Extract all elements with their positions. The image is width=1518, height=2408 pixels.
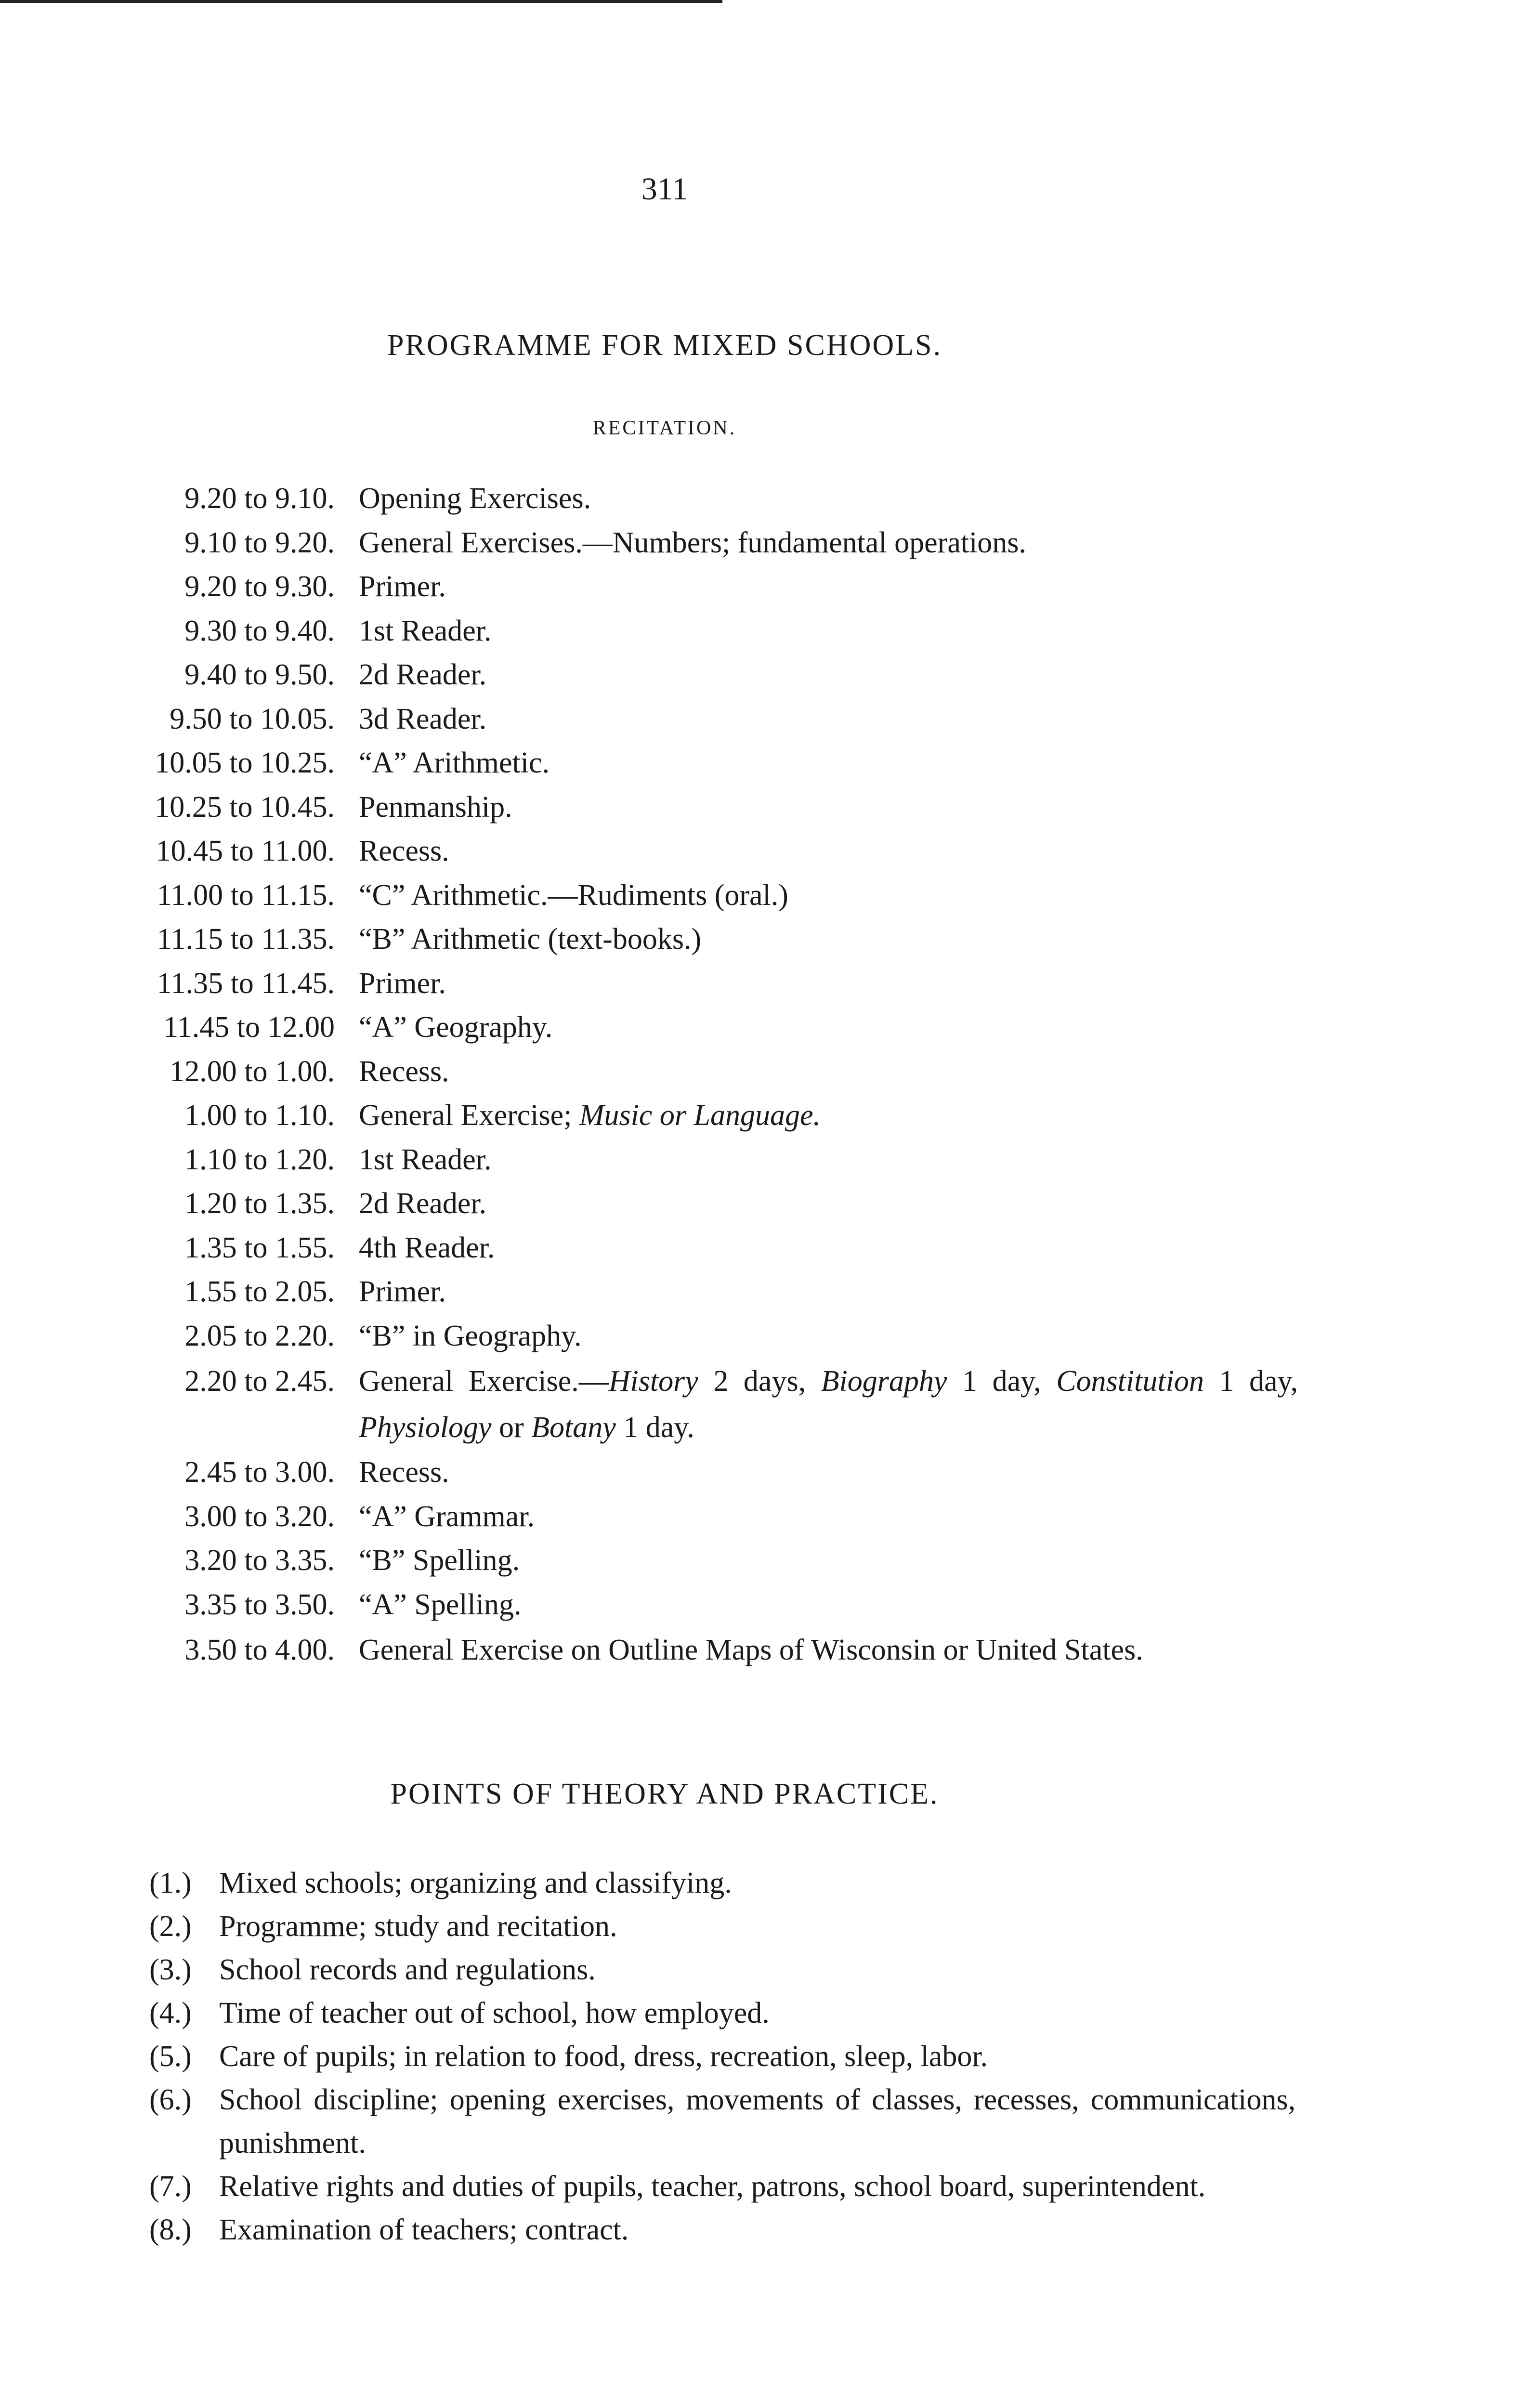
activity-italic: Physiology	[359, 1411, 492, 1444]
schedule-row	[96, 653, 1300, 697]
activity-italic: Constitution	[1056, 1365, 1204, 1398]
schedule-time: 9.30 to 9.40.	[184, 614, 335, 647]
schedule-time: 11.45 to 12.00	[163, 1011, 335, 1044]
schedule-time: 1.55 to 2.05.	[184, 1275, 335, 1308]
schedule-activity: “B” in Geography.	[359, 1319, 582, 1352]
schedule-activity: Penmanship.	[359, 790, 512, 824]
schedule-row	[96, 609, 1300, 654]
item-number: (1.)	[149, 1867, 192, 1899]
item-text: Care of pupils; in relation to food, dress, recreation, sleep, labor.	[219, 2040, 988, 2073]
schedule-row	[96, 1358, 1300, 1451]
schedule-time: 10.45 to 11.00.	[156, 835, 335, 867]
item-text: School discipline; opening exercises, movements of classes, recesses, communications, punishment.	[219, 2083, 1296, 2159]
item-text: Examination of teachers; contract.	[219, 2213, 629, 2246]
schedule-row	[96, 477, 1300, 521]
schedule-activity: 3d Reader.	[359, 702, 487, 735]
item-text: Mixed schools; organizing and classifying.	[219, 1867, 732, 1899]
activity-italic: Botany	[531, 1411, 616, 1444]
page-title: PROGRAMME FOR MIXED SCHOOLS.	[387, 329, 942, 362]
item-number: (5.)	[149, 2040, 192, 2073]
schedule-time: 3.20 to 3.35.	[184, 1544, 335, 1577]
schedule-row	[96, 565, 1300, 609]
item-number: (4.)	[149, 1997, 192, 2029]
schedule-activity: 2d Reader.	[359, 658, 487, 691]
activity-italic: Biography	[821, 1365, 947, 1398]
activity-italic: History	[608, 1365, 698, 1398]
schedule-time: 1.10 to 1.20.	[184, 1143, 335, 1176]
item-text: Relative rights and duties of pupils, teacher, patrons, school board, superintendent.	[219, 2170, 1206, 2203]
schedule-time: 9.50 to 10.05.	[170, 702, 335, 735]
recitation-schedule	[96, 477, 1300, 1673]
schedule-time: 9.20 to 9.10.	[184, 482, 335, 515]
schedule-activity: “B” Arithmetic (text-books.)	[359, 923, 702, 955]
schedule-row	[96, 1627, 1300, 1673]
list-item	[149, 2165, 1296, 2208]
list-item	[149, 1861, 1296, 1905]
schedule-time: 3.00 to 3.20.	[184, 1500, 335, 1533]
schedule-row	[96, 1094, 1300, 1138]
schedule-activity: “B” Spelling.	[359, 1544, 520, 1577]
schedule-activity: General Exercise on Outline Maps of Wisconsin or United States.	[359, 1634, 1143, 1666]
schedule-time: 1.35 to 1.55.	[184, 1231, 335, 1264]
schedule-activity: 1st Reader.	[359, 614, 492, 647]
schedule-time: 2.20 to 2.45.	[184, 1365, 335, 1398]
schedule-activity	[359, 1358, 1298, 1451]
schedule-row	[96, 521, 1300, 565]
schedule-time: 1.00 to 1.10.	[184, 1099, 335, 1132]
schedule-row	[96, 1539, 1300, 1583]
item-number: (2.)	[149, 1910, 192, 1943]
schedule-row	[96, 1270, 1300, 1314]
schedule-row	[96, 1138, 1300, 1182]
section-subtitle: RECITATION.	[592, 417, 737, 439]
section-title: POINTS OF THEORY AND PRACTICE.	[390, 1778, 939, 1810]
schedule-activity: Recess.	[359, 835, 449, 867]
list-item	[149, 1991, 1296, 2035]
list-item	[149, 2208, 1296, 2251]
list-item	[149, 2035, 1296, 2078]
schedule-row	[96, 697, 1300, 742]
schedule-row	[96, 917, 1300, 962]
schedule-activity: “C” Arithmetic.—Rudiments (oral.)	[359, 878, 788, 912]
page-number: 311	[641, 171, 688, 207]
schedule-time: 3.35 to 3.50.	[184, 1588, 335, 1621]
schedule-time: 11.00 to 11.15.	[157, 878, 335, 912]
schedule-activity: Primer.	[359, 967, 446, 1000]
points-list	[149, 1861, 1296, 2251]
activity-part: 1 day,	[947, 1365, 1057, 1398]
schedule-activity: General Exercises.—Numbers; fundamental operations.	[359, 526, 1026, 559]
schedule-time: 9.40 to 9.50.	[184, 658, 335, 691]
item-text: Programme; study and recitation.	[219, 1910, 617, 1943]
schedule-time: 9.10 to 9.20.	[184, 526, 335, 559]
activity-part: 1 day.	[615, 1411, 694, 1444]
schedule-row	[96, 1226, 1300, 1270]
item-text: School records and regulations.	[219, 1953, 596, 1986]
top-rule	[0, 0, 722, 3]
schedule-row	[96, 1050, 1300, 1094]
schedule-activity: “A” Spelling.	[359, 1588, 522, 1621]
schedule-row	[96, 1314, 1300, 1359]
activity-part: General Exercise.—	[359, 1365, 609, 1398]
schedule-activity: Primer.	[359, 1275, 446, 1308]
activity-italic: Music or Language.	[579, 1099, 821, 1132]
schedule-time: 2.45 to 3.00.	[184, 1456, 335, 1489]
list-item	[149, 1905, 1296, 1948]
schedule-row	[96, 874, 1300, 918]
schedule-time: 10.25 to 10.45.	[155, 790, 335, 824]
schedule-activity: 4th Reader.	[359, 1231, 495, 1264]
schedule-activity: Opening Exercises.	[359, 482, 591, 515]
schedule-activity: “A” Arithmetic.	[359, 746, 550, 779]
item-number: (3.)	[149, 1953, 192, 1986]
schedule-time: 12.00 to 1.00.	[170, 1055, 335, 1088]
list-item	[149, 1948, 1296, 1991]
schedule-time: 11.15 to 11.35.	[157, 923, 335, 955]
schedule-time: 2.05 to 2.20.	[184, 1319, 335, 1352]
schedule-row	[96, 1451, 1300, 1495]
schedule-activity: 2d Reader.	[359, 1187, 487, 1220]
activity-part: General Exercise;	[359, 1099, 579, 1132]
schedule-row	[96, 962, 1300, 1006]
schedule-time: 9.20 to 9.30.	[184, 570, 335, 603]
schedule-activity: “A” Geography.	[359, 1011, 553, 1044]
schedule-row	[96, 1583, 1300, 1627]
item-number: (7.)	[149, 2170, 192, 2203]
schedule-time: 11.35 to 11.45.	[157, 967, 335, 1000]
schedule-activity: Primer.	[359, 570, 446, 603]
schedule-activity	[359, 1094, 1298, 1138]
schedule-time: 10.05 to 10.25.	[155, 746, 335, 779]
schedule-row	[96, 1495, 1300, 1539]
item-text: Time of teacher out of school, how employed.	[219, 1997, 770, 2029]
schedule-time: 3.50 to 4.00.	[184, 1634, 335, 1666]
schedule-row	[96, 1006, 1300, 1050]
schedule-time: 1.20 to 1.35.	[184, 1187, 335, 1220]
schedule-activity: Recess.	[359, 1456, 449, 1489]
schedule-activity: 1st Reader.	[359, 1143, 492, 1176]
schedule-activity: “A” Grammar.	[359, 1500, 535, 1533]
schedule-row	[96, 1182, 1300, 1226]
activity-part: 2 days,	[698, 1365, 821, 1398]
list-item	[149, 2078, 1296, 2165]
item-number: (6.)	[149, 2083, 192, 2116]
activity-part: or	[491, 1411, 532, 1444]
schedule-activity: Recess.	[359, 1055, 449, 1088]
schedule-row	[96, 785, 1300, 830]
activity-part: 1 day,	[1204, 1365, 1298, 1398]
schedule-row	[96, 741, 1300, 785]
schedule-row	[96, 829, 1300, 874]
item-number: (8.)	[149, 2213, 192, 2246]
